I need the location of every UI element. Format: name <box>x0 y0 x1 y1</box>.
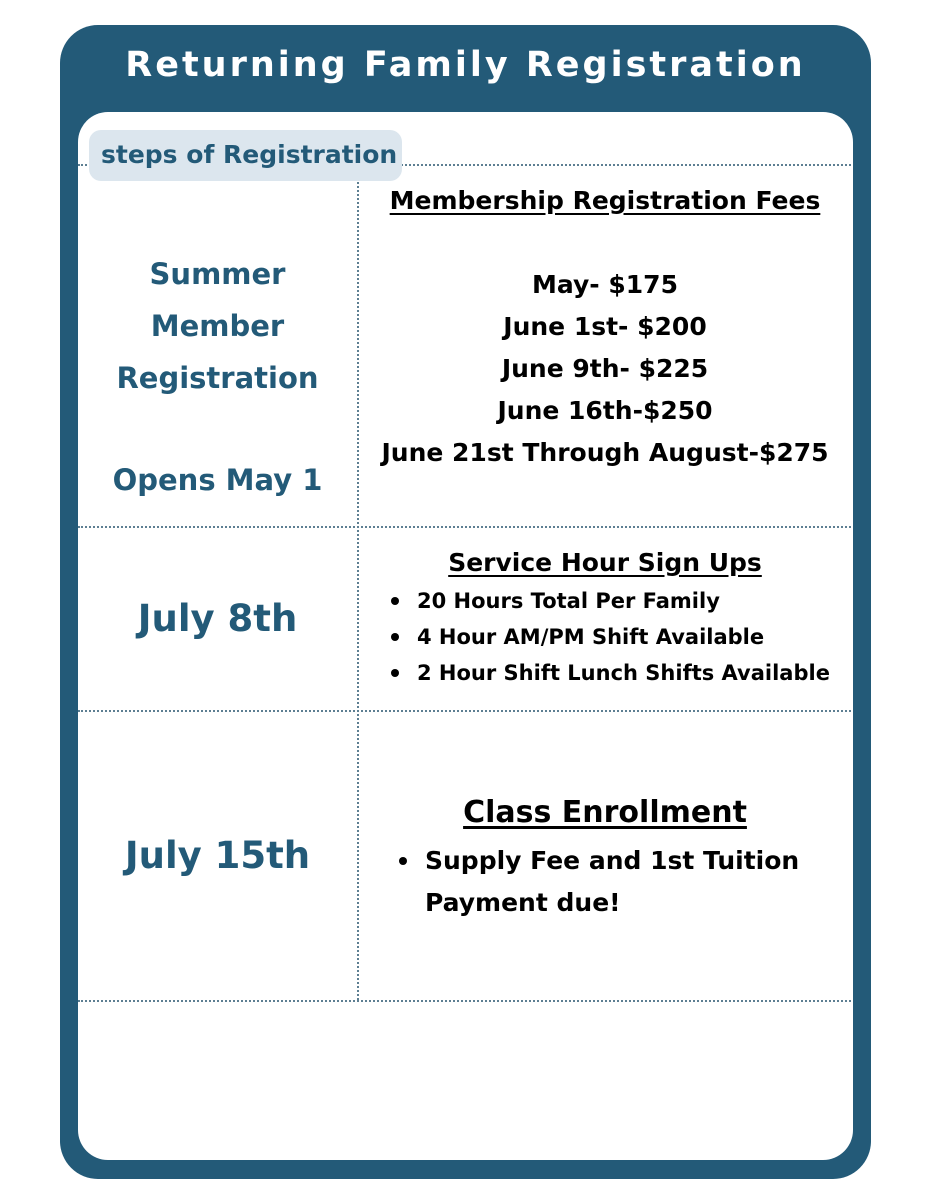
list-item: 2 Hour Shift Lunch Shifts Available <box>359 655 851 691</box>
steps-label: steps of Registration <box>89 130 402 181</box>
row-2-right <box>359 543 851 691</box>
list-item: 20 Hours Total Per Family <box>359 583 851 619</box>
fee-item: May- $175 <box>532 270 678 299</box>
service-hours-heading: Service Hour Sign Ups <box>448 548 762 577</box>
class-enrollment-heading: Class Enrollment <box>463 795 747 830</box>
row-1-left <box>78 248 357 506</box>
list-item: 4 Hour AM/PM Shift Available <box>359 619 851 655</box>
fee-item: June 9th- $225 <box>501 354 709 383</box>
table-divider-bottom <box>78 1000 851 1002</box>
fee-item: June 1st- $200 <box>503 312 707 341</box>
opens-date-label: Opens May 1 <box>112 463 323 497</box>
summer-member-label: Summer Member <box>149 257 286 343</box>
table-divider-row2 <box>78 710 851 712</box>
row-3-right <box>359 790 851 924</box>
fee-list <box>359 264 851 474</box>
registration-label: Registration <box>116 361 319 395</box>
fee-item: June 16th-$250 <box>497 396 713 425</box>
list-item: Supply Fee and 1st Tuition Payment due! <box>359 840 851 924</box>
row-3-date: July 15th <box>124 834 311 877</box>
service-hours-list <box>359 583 851 691</box>
class-enrollment-list <box>359 840 851 924</box>
fee-item: June 21st Through August-$275 <box>381 438 829 467</box>
page-title: Returning Family Registration <box>125 45 806 85</box>
membership-fees-heading: Membership Registration Fees <box>389 186 821 215</box>
row-1-right <box>359 182 851 474</box>
row-2-date: July 8th <box>137 597 298 640</box>
table-divider-row1 <box>78 526 851 528</box>
